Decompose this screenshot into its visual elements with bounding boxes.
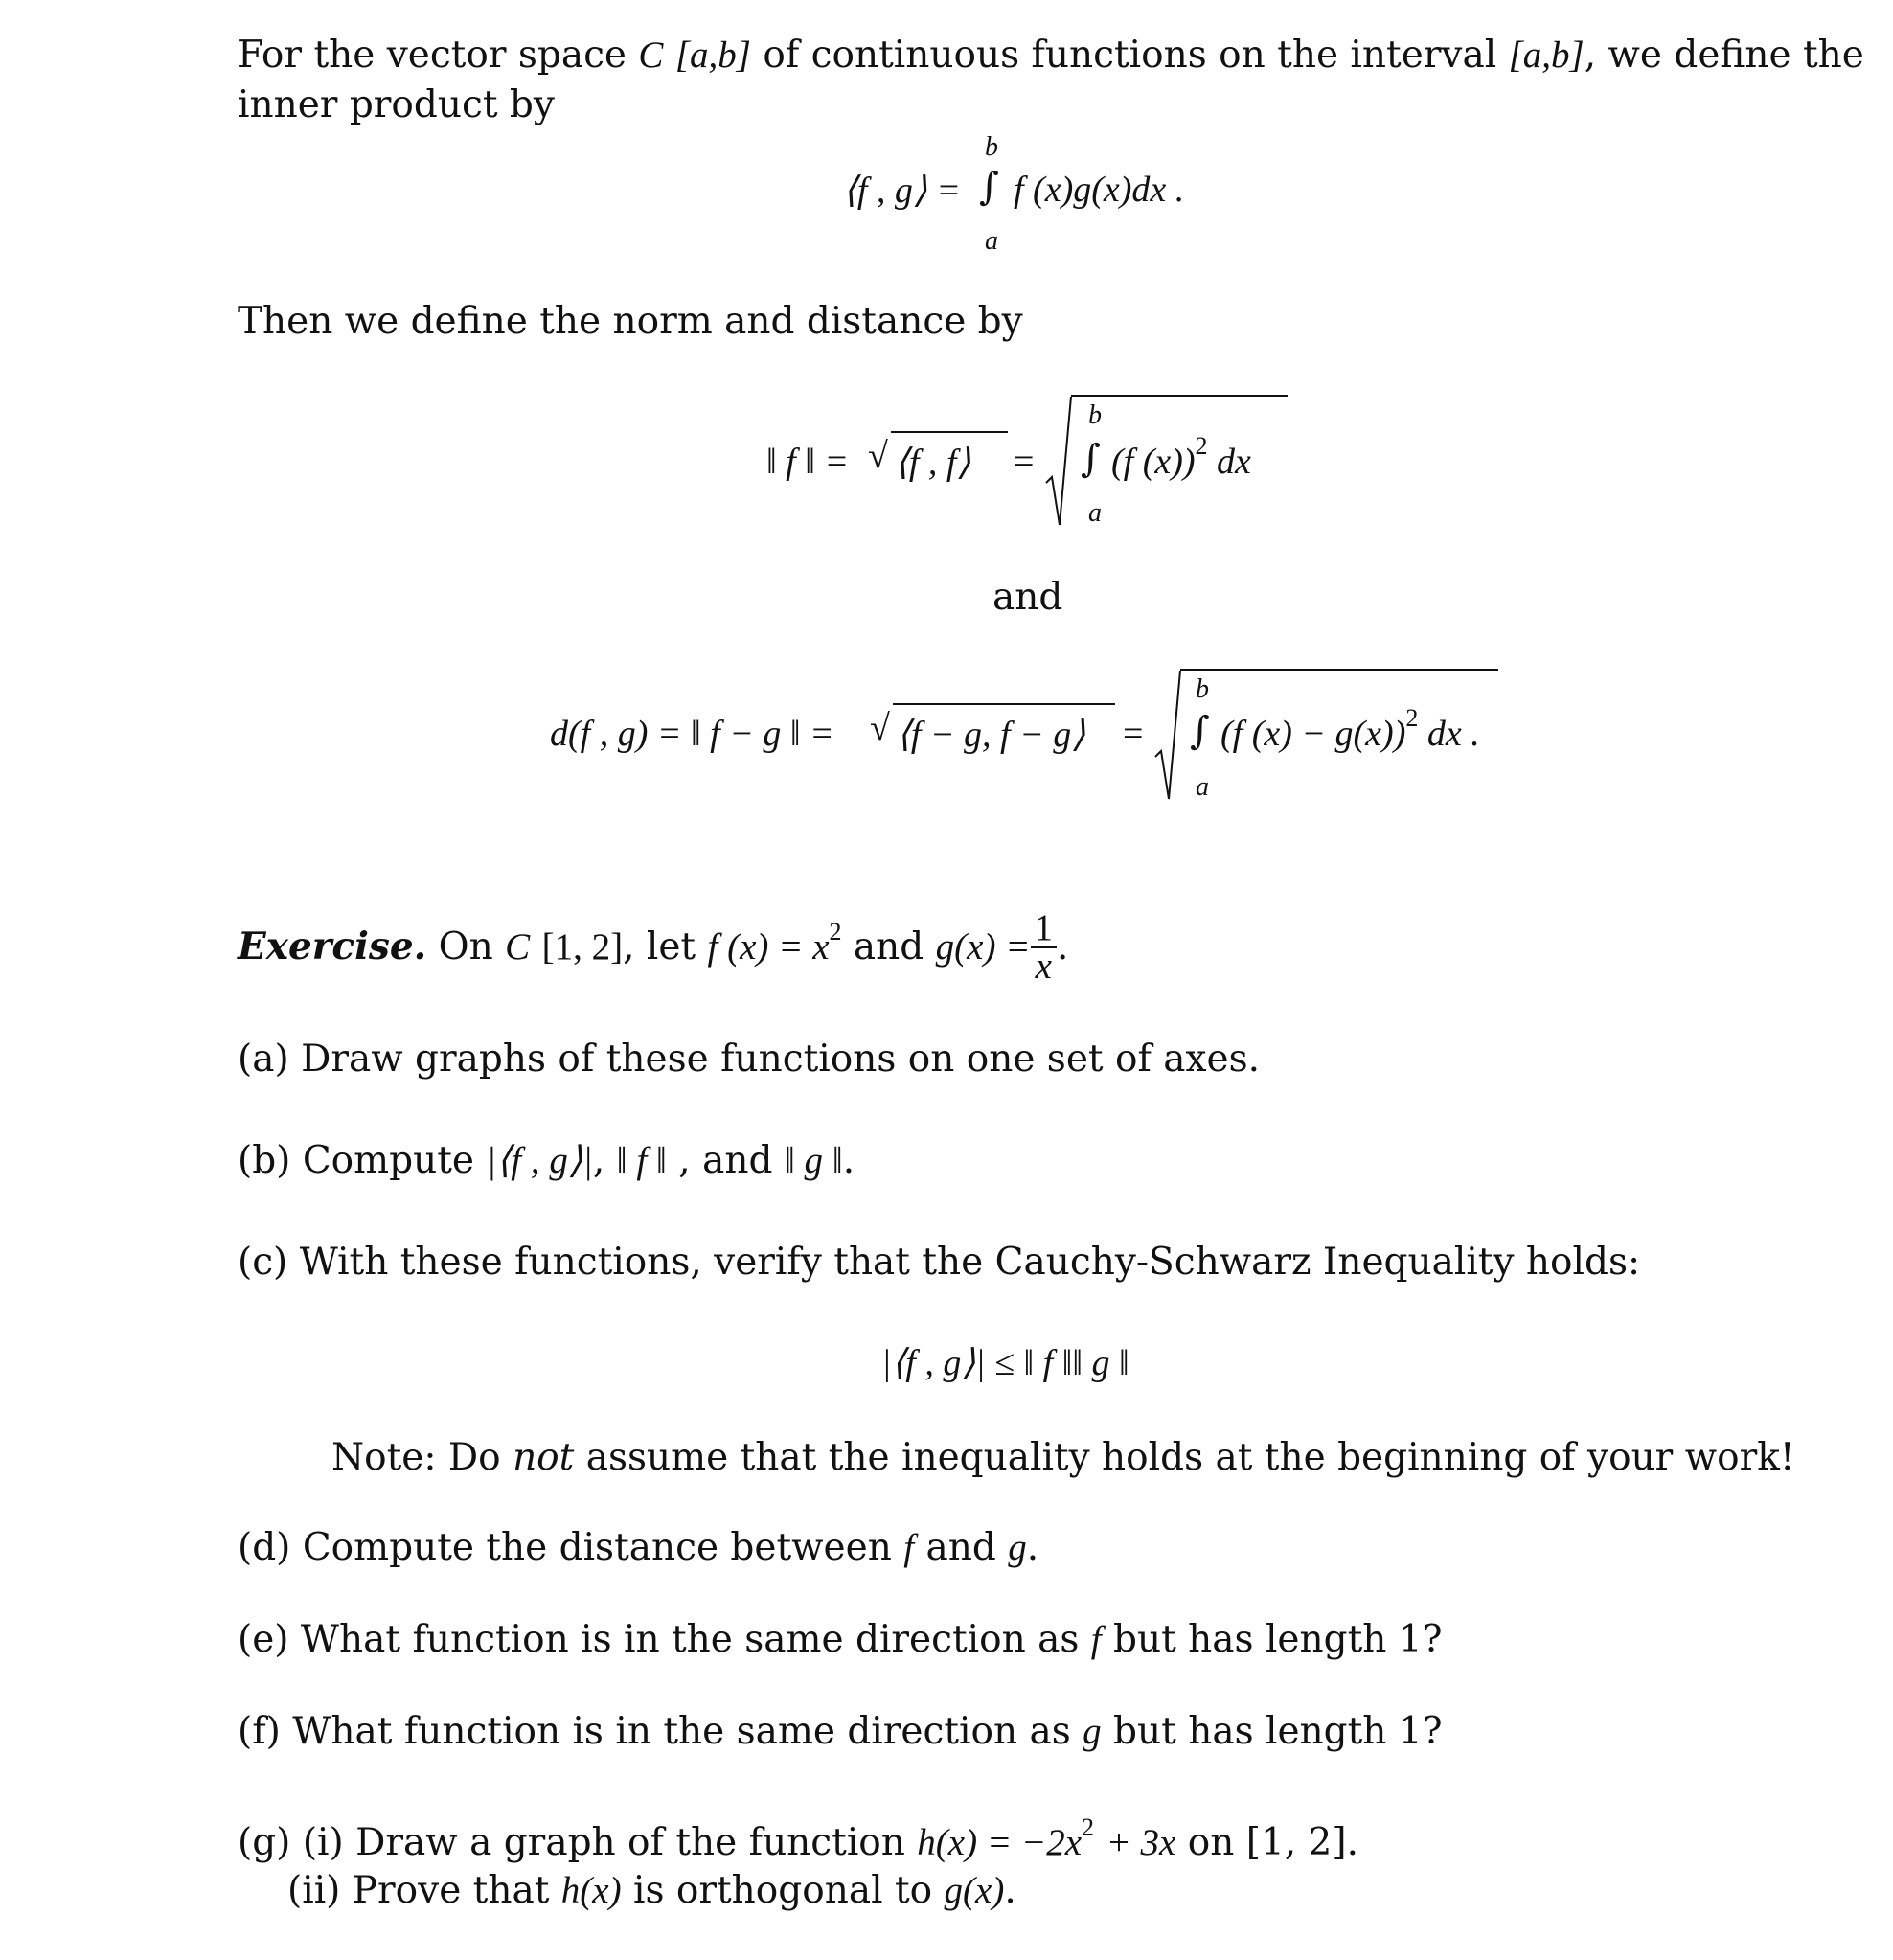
- item-g-h-rest: + 3x: [1106, 1822, 1176, 1863]
- norm-sqrt-sign-1: √: [868, 436, 888, 476]
- item-g-ii-end: .: [1004, 1869, 1016, 1912]
- exercise-text-let: , let: [623, 925, 696, 969]
- item-e-f: f: [1090, 1619, 1102, 1660]
- distance-integrand-text: (f (x) − g(x)): [1220, 714, 1406, 754]
- item-b-text: Compute: [302, 1139, 474, 1182]
- inner-product-lower-limit: a: [985, 226, 998, 256]
- norm-intro: Then we define the norm and distance by: [238, 300, 1023, 343]
- intro-line-1: [238, 31, 1864, 80]
- inner-product-lhs: ⟨f , g⟩ =: [843, 171, 961, 211]
- distance-sqrt-bar-2: [1180, 669, 1498, 671]
- note-text-a: Note: Do: [331, 1436, 501, 1479]
- item-d-f: f: [903, 1527, 915, 1568]
- norm-sqrt-bar-2: [1071, 395, 1288, 397]
- intro-line-2: inner product by: [238, 83, 555, 126]
- item-g-ii-text-a: Prove that: [352, 1869, 550, 1912]
- item-e-text-a: What function is in the same direction as: [300, 1618, 1080, 1661]
- item-g-i-end: on [1, 2].: [1187, 1821, 1358, 1864]
- item-b-inner-product: |⟨f , g⟩|: [486, 1140, 593, 1181]
- distance-root-inner: ⟨f − g, f − g⟩: [897, 715, 1086, 755]
- item-d: [238, 1523, 1038, 1573]
- exercise-end: .: [1057, 925, 1069, 969]
- inner-product-integral-sign: ∫: [979, 165, 999, 209]
- item-d-text: Compute the distance between: [302, 1526, 892, 1569]
- interval-ab: [a,b]: [674, 34, 751, 76]
- item-e-label: (e): [238, 1618, 289, 1661]
- distance-sqrt-bar-1: [893, 703, 1115, 705]
- norm-equals: =: [1014, 442, 1035, 482]
- item-g-ii-h: h(x): [560, 1870, 622, 1911]
- item-b-end: .: [842, 1139, 855, 1182]
- item-g-i: [238, 1813, 1358, 1868]
- distance-integral-sign: ∫: [1190, 709, 1210, 753]
- item-d-and: and: [925, 1526, 996, 1569]
- exercise-text-on: On: [438, 925, 493, 969]
- item-g-ii: [287, 1866, 1016, 1916]
- norm-integrand: [1111, 432, 1251, 483]
- item-b-norm-f: ‖ f ‖: [616, 1140, 667, 1181]
- distance-integrand: [1220, 704, 1480, 755]
- note-text-b: assume that the inequality holds at the beginning of your work!: [585, 1436, 1795, 1479]
- item-f: [238, 1707, 1443, 1757]
- norm-lhs: ‖ f ‖ =: [766, 442, 850, 482]
- item-d-g: g: [1008, 1527, 1027, 1568]
- item-b-label: (b): [238, 1139, 291, 1182]
- item-f-text-a: What function is in the same direction as: [292, 1710, 1071, 1753]
- inner-product-upper-limit: b: [985, 132, 998, 162]
- item-d-end: .: [1026, 1526, 1039, 1569]
- item-e: [238, 1615, 1443, 1665]
- norm-upper-limit: b: [1088, 400, 1102, 430]
- norm-big-sqrt: [1044, 395, 1073, 527]
- item-g-ii-label: (ii): [287, 1869, 341, 1912]
- exercise-g-den: x: [1035, 946, 1052, 987]
- cauchy-schwarz-inequality: |⟨f , g⟩| ≤ ‖ f ‖‖ g ‖: [881, 1343, 1129, 1383]
- item-g-h-exp: 2: [1082, 1813, 1095, 1841]
- exercise-g-num: 1: [1031, 910, 1058, 948]
- item-a-label: (a): [238, 1037, 289, 1081]
- item-g-h-def: h(x) = −2x: [917, 1822, 1083, 1863]
- item-c-text: With these functions, verify that the Cauchy-Schwarz Inequality holds:: [299, 1241, 1641, 1284]
- exercise-label: Exercise.: [238, 924, 427, 969]
- norm-dx: dx: [1217, 442, 1251, 482]
- distance-dx: dx .: [1426, 714, 1480, 754]
- distance-sqrt-sign-1: √: [870, 708, 890, 748]
- exercise-space: C: [505, 926, 531, 968]
- and-word: and: [992, 576, 1063, 619]
- inner-product-integrand: f (x)g(x)dx .: [1014, 170, 1185, 210]
- norm-exponent: 2: [1195, 432, 1208, 461]
- item-c-label: (c): [238, 1241, 288, 1284]
- intro-text: For the vector space: [238, 34, 627, 77]
- norm-lower-limit: a: [1088, 498, 1102, 528]
- norm-root-inner: ⟨f , f⟩: [895, 443, 971, 483]
- item-c: [238, 1238, 1640, 1288]
- item-f-text-b: but has length 1?: [1113, 1710, 1443, 1753]
- exercise-text-and: and: [853, 925, 924, 969]
- item-b-comma: ,: [592, 1139, 605, 1182]
- exercise-f-exp: 2: [829, 918, 842, 946]
- exercise-g-def: g(x) =: [935, 926, 1031, 968]
- item-g-label: (g): [238, 1821, 291, 1864]
- exercise-interval: [1, 2]: [541, 926, 624, 968]
- space-symbol: C: [638, 34, 664, 76]
- distance-equals: =: [1123, 714, 1144, 754]
- norm-integral-sign: ∫: [1081, 437, 1101, 481]
- item-f-label: (f): [238, 1710, 281, 1753]
- item-g-ii-text-b: is orthogonal to: [633, 1869, 933, 1912]
- item-a: [238, 1035, 1260, 1084]
- norm-sqrt-bar-1: [891, 431, 1008, 433]
- item-g-i-text: Draw a graph of the function: [355, 1821, 905, 1864]
- distance-upper-limit: b: [1196, 674, 1209, 704]
- interval-ab-2: [a,b]: [1508, 34, 1585, 76]
- distance-lhs: d(f , g) = ‖ f − g ‖ =: [550, 714, 834, 754]
- item-b: [238, 1136, 855, 1186]
- distance-big-sqrt: [1153, 669, 1182, 801]
- note: [331, 1433, 1795, 1483]
- distance-exponent: 2: [1405, 704, 1419, 733]
- exercise-statement: [238, 907, 1069, 987]
- intro-text-3: , we define the: [1584, 34, 1864, 77]
- intro-text-2: of continuous functions on the interval: [763, 34, 1497, 77]
- item-b-norm-g: ‖ g ‖: [784, 1140, 843, 1181]
- item-a-text: Draw graphs of these functions on one set of axes.: [301, 1037, 1261, 1081]
- note-not: not: [513, 1436, 575, 1479]
- exercise-g-fraction: [1031, 907, 1058, 987]
- distance-lower-limit: a: [1196, 772, 1209, 802]
- item-b-and: , and: [678, 1139, 773, 1182]
- item-g-ii-g: g(x): [944, 1870, 1005, 1911]
- item-f-g: g: [1083, 1711, 1102, 1752]
- item-e-text-b: but has length 1?: [1113, 1618, 1443, 1661]
- exercise-f-def: f (x) = x: [707, 926, 830, 968]
- norm-integrand-text: (f (x)): [1111, 442, 1196, 482]
- item-d-label: (d): [238, 1526, 291, 1569]
- item-g-i-label: (i): [302, 1821, 344, 1864]
